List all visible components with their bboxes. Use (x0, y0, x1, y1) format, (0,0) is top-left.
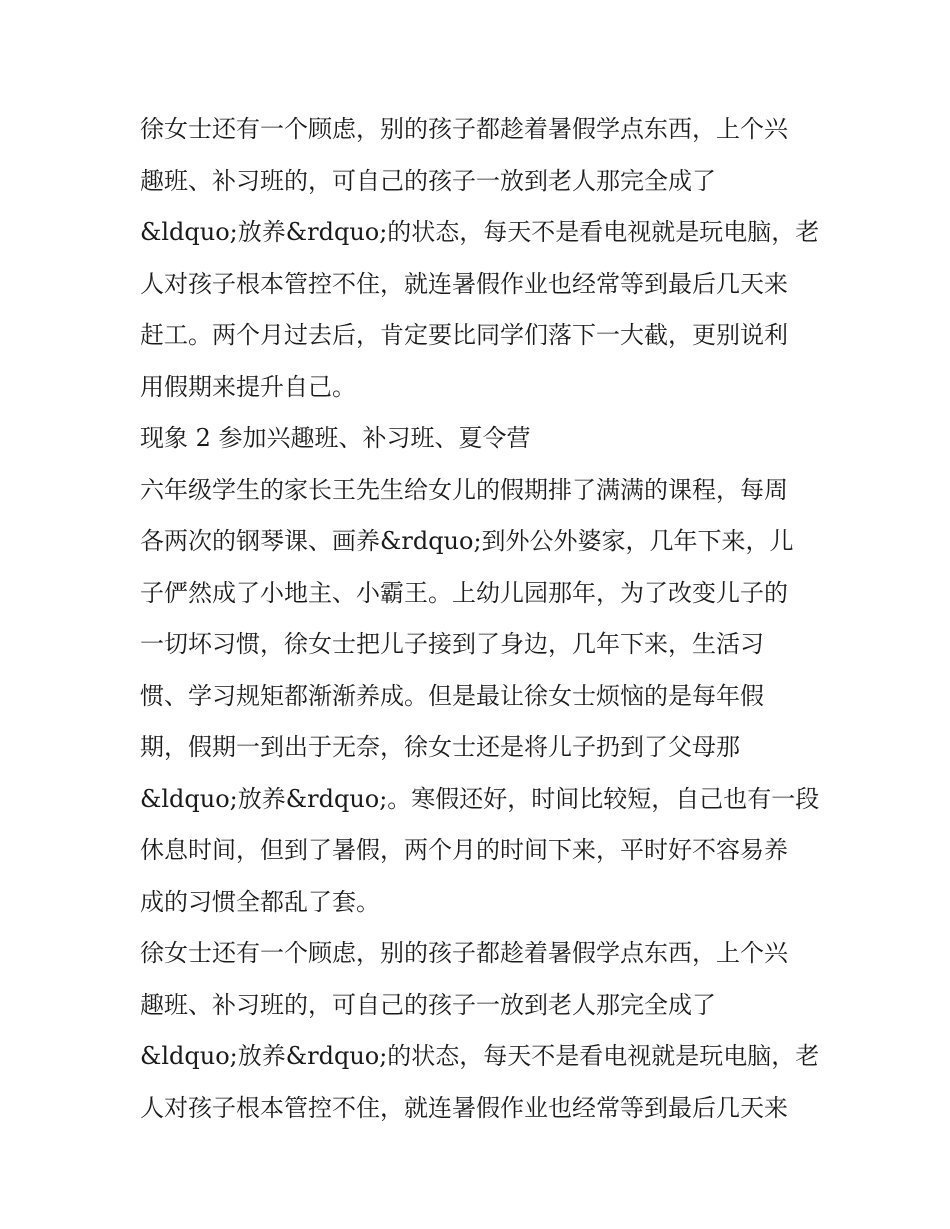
text-line: 徐女士还有一个顾虑，别的孩子都趁着暑假学点东西，上个兴 (140, 115, 788, 143)
text-line: 人对孩子根本管控不住，就连暑假作业也经常等到最后几天来 (140, 1093, 788, 1122)
text-line: 子俨然成了小地主、小霸王。上幼儿园那年，为了改变儿子的 (140, 578, 788, 607)
text-line: 趣班、补习班的，可自己的孩子一放到老人那完全成了 (140, 990, 716, 1019)
document-body (140, 104, 820, 1134)
text-line: 一切坏习惯，徐女士把儿子接到了身边，几年下来，生活习 (140, 630, 764, 658)
text-line: 趣班、补习班的，可自己的孩子一放到老人那完全成了 (140, 166, 716, 195)
text-line: 赶工。两个月过去后，肯定要比同学们落下一大截，更别说利 (140, 321, 788, 349)
text-line: 用假期来提升自己。 (140, 372, 356, 401)
text-line: &ldquo;放养&rdquo;的状态，每天不是看电视就是玩电脑，老 (140, 218, 820, 246)
heading-line: 现象 2 参加兴趣班、补习班、夏令营 (140, 424, 531, 452)
section-heading (140, 413, 820, 465)
text-line: &ldquo;放养&rdquo;。寒假还好，时间比较短，自己也有一段 (140, 784, 820, 813)
text-line: 六年级学生的家长王先生给女儿的假期排了满满的课程，每周 (140, 475, 788, 504)
text-line: 休息时间，但到了暑假，两个月的时间下来，平时好不容易养 (140, 836, 788, 864)
paragraph-grandparents-concern (140, 104, 820, 413)
text-line: &ldquo;放养&rdquo;的状态，每天不是看电视就是玩电脑，老 (140, 1042, 820, 1070)
text-line: 各两次的钢琴课、画养&rdquo;到外公外婆家，几年下来，儿 (140, 527, 794, 555)
text-line: 成的习惯全都乱了套。 (140, 887, 380, 916)
text-line: 惯、学习规矩都渐渐养成。但是最让徐女士烦恼的是每年假 (140, 681, 764, 710)
paragraph-grandparents-concern-repeat (140, 928, 820, 1134)
text-line: 徐女士还有一个顾虑，别的孩子都趁着暑假学点东西，上个兴 (140, 939, 788, 967)
text-line: 人对孩子根本管控不住，就连暑假作业也经常等到最后几天来 (140, 269, 788, 298)
paragraph-classes (140, 465, 820, 929)
text-line: 期，假期一到出于无奈，徐女士还是将儿子扔到了父母那 (140, 733, 740, 761)
